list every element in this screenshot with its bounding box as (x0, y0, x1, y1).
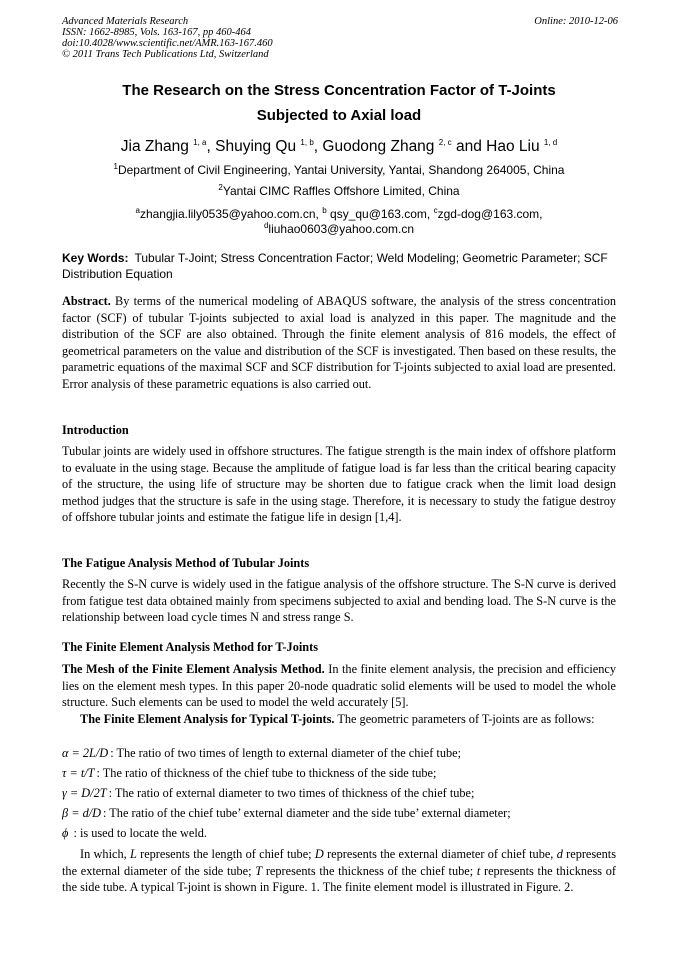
parameter-phi (62, 825, 616, 842)
affiliation-text: Department of Civil Engineering, Yantai University, Yantai, Shandong 264005, China (117, 163, 565, 177)
mesh-label: The Mesh of the Finite Element Analysis Method. (62, 662, 325, 676)
parameter-alpha (62, 745, 616, 762)
closing-text: represents the length of chief tube; (136, 847, 315, 861)
author-name: Guodong Zhang (322, 138, 435, 155)
parameter-text: : The ratio of external diameter to two times of thickness of the chief tube; (108, 786, 475, 800)
closing-paragraph (62, 846, 616, 896)
formula: τ = t/T (62, 766, 95, 780)
section-title-fatigue: The Fatigue Analysis Method of Tubular Joints (62, 556, 310, 570)
paper-title-line-2: Subjected to Axial load (256, 107, 422, 124)
variable: L (129, 847, 137, 861)
author-emails (62, 207, 616, 237)
closing-text: represents the external diameter of the side tube; (62, 847, 616, 878)
author-name: Hao Liu (486, 138, 540, 155)
author-and: and (451, 138, 487, 155)
author-list (62, 138, 616, 156)
author-sep: , (313, 138, 323, 155)
author-name: Shuying Qu (215, 138, 297, 155)
mesh-paragraph (62, 661, 616, 711)
author-sup: 1, b (300, 137, 314, 147)
parameter-text: : is used to locate the weld. (70, 826, 207, 840)
keywords (62, 250, 618, 282)
variable: d (556, 847, 563, 861)
paper-title-line-1: The Research on the Stress Concentration Factor of T-Joints (122, 82, 556, 99)
affiliation-sup: 2 (218, 183, 223, 192)
abstract (62, 293, 616, 393)
variable: T (255, 863, 263, 878)
parameter-text: : The ratio of the chief tube’ external diameter and the side tube’ external diameter; (103, 806, 511, 820)
journal-doi: doi:10.4028/www.scientific.net/AMR.163-167.460 (62, 38, 273, 49)
author-name: Jia Zhang (120, 138, 189, 155)
author-sup: 1, d (543, 137, 558, 147)
introduction-text: Tubular joints are widely used in offshore structures. The fatigue strength is the main index of offshore platform to evaluate in the using stage. Because the amplitude of fatigue load is far less than the critical bearing capacity of the structure, the using life of structure may be shorten due to fatigue crack when the limit load design method judges that the structure is safe in the using stage. Therefore, it is necessary to study the fatigue destroy of offshore tubular joints and estimate the fatigue life in design [1,4]. (62, 444, 616, 525)
abstract-label: Abstract. (62, 294, 111, 308)
email-sup: b (322, 206, 327, 215)
journal-copyright: © 2011 Trans Tech Publications Ltd, Switzerland (62, 49, 269, 60)
email-sup: c (433, 206, 438, 215)
section-title-fea: The Finite Element Analysis Method for T-Joints (62, 640, 318, 654)
closing-text: represents the thickness of the chief tube; (262, 863, 477, 878)
journal-header (62, 16, 618, 60)
variable: D (314, 847, 324, 861)
formula: ϕ (62, 826, 69, 840)
closing-text: represents the external diameter of chief tube, (323, 847, 557, 861)
mesh-text: In the finite element analysis, the precision and efficiency lies on the element mesh types. In this paper 20-node quadratic solid elements will be used to model the whole structure. Such elements can be used to model the weld accurately [5]. (62, 662, 617, 710)
parameter-tau (62, 765, 616, 782)
author-sup: 2, c (438, 137, 452, 147)
formula: β = d/D (62, 806, 102, 820)
variable: t (476, 863, 481, 878)
email-sup: d (263, 221, 269, 230)
typical-label: The Finite Element Analysis for Typical T-joints. (80, 712, 335, 726)
author-sup: 1, a (193, 137, 207, 147)
affiliation-sup: 1 (113, 162, 118, 171)
closing-text: represents the thickness of the side tube. A typical T-joint is shown in Figure. 1. The finite element model is illustrated in Figure. 2. (62, 863, 616, 895)
keywords-text: Tubular T-Joint; Stress Concentration Factor; Weld Modeling; Geometric Parameter; SCF Distribution Equation (62, 251, 608, 281)
email-text: liuhao0603@yahoo.com.cn (268, 222, 415, 236)
abstract-text: By terms of the numerical modeling of ABAQUS software, the analysis of the stress concentration factor (SCF) of tubular T-joints subjected to axial load is analyzed in this paper. The magnitude and the distribution of the SCF are also obtained. Through the finite element analysis of 816 models, the effect of geometrical parameters on the value and distribution of the SCF is investigated. Then based on these results, the parametric equations of the maximal SCF and SCF distribution for T-joints subjected to axial load are presented. Error analysis of these parametric equations is also carried out. (62, 294, 616, 391)
keywords-label: Key Words: (62, 251, 129, 265)
parameter-gamma (62, 785, 616, 802)
email-text: zgd-dog@163.com, (437, 207, 543, 221)
affiliation-2 (62, 184, 616, 198)
email-sup: a (135, 206, 140, 215)
email-text: zhangjia.lily0535@yahoo.com.cn, (139, 207, 323, 221)
journal-issn: ISSN: 1662-8985, Vols. 163-167, pp 460-464 (62, 27, 251, 38)
online-date: Online: 2010-12-06 (534, 16, 618, 27)
formula: α = 2L/D (62, 746, 109, 760)
formula: γ = D/2T (62, 786, 107, 800)
email-text: qsy_qu@163.com, (326, 207, 434, 221)
fatigue-text: Recently the S-N curve is widely used in the fatigue analysis of the offshore structure. The S-N curve is derived from fatigue test data obtained mainly from specimens subjected to axial and bending load. The S-N curve is the relationship between load cycle times N and stress range S. (62, 577, 616, 625)
closing-text: In which, (80, 847, 130, 861)
author-sep: , (206, 138, 216, 155)
typical-paragraph (62, 711, 616, 728)
affiliation-1 (62, 163, 616, 177)
journal-name: Advanced Materials Research (62, 16, 189, 27)
affiliation-text: Yantai CIMC Raffles Offshore Limited, China (222, 184, 460, 198)
parameter-text: : The ratio of two times of length to external diameter of the chief tube; (110, 746, 461, 760)
parameter-beta (62, 805, 616, 822)
parameter-text: : The ratio of thickness of the chief tube to thickness of the side tube; (96, 766, 437, 780)
typical-text: The geometric parameters of T-joints are as follows: (334, 712, 595, 726)
section-title-introduction: Introduction (62, 423, 129, 437)
